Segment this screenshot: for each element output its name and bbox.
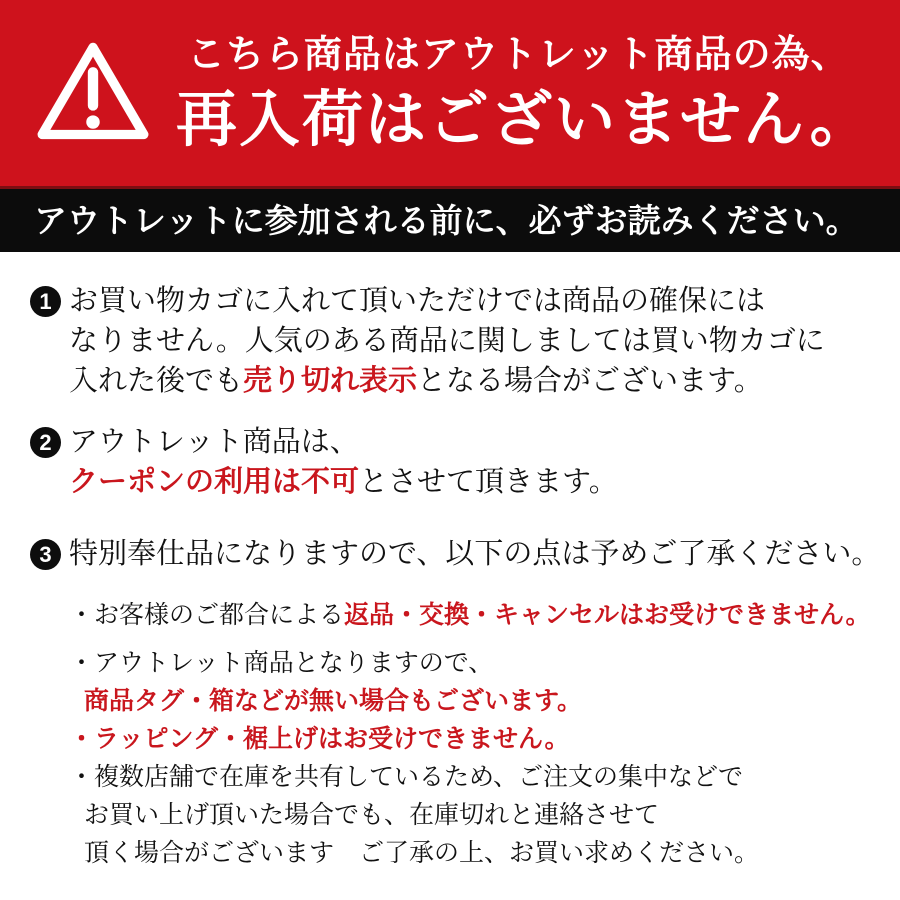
notice-item-2 bbox=[30, 422, 618, 502]
notice-item-1 bbox=[30, 281, 825, 401]
sub-note-4-line-3 bbox=[69, 834, 871, 872]
sub-notes-list bbox=[69, 596, 871, 872]
sub-note-2-line-1-text: ・アウトレット商品となりますので、 bbox=[69, 649, 494, 677]
sub-note-4-line-1 bbox=[69, 758, 871, 796]
item-2-line-1-text: アウトレット商品は、 bbox=[69, 426, 359, 458]
sub-note-1 bbox=[69, 596, 871, 634]
sub-note-2-line-2 bbox=[69, 682, 871, 720]
item-2-line-1 bbox=[69, 422, 618, 462]
item-1-number-badge: 1 bbox=[30, 286, 61, 317]
item-3-text bbox=[69, 534, 880, 574]
top-warning-banner bbox=[0, 0, 900, 186]
item-1-line-3-post: となる場合がございます。 bbox=[417, 365, 763, 397]
sub-note-3 bbox=[69, 720, 871, 758]
item-3-line-1 bbox=[69, 534, 880, 574]
sub-note-4-line-2-text: お買い上げ頂いた場合でも、在庫切れと連絡させて bbox=[84, 801, 660, 829]
banner-headline-line1: こちら商品はアウトレット商品の為、 bbox=[187, 34, 850, 76]
sub-note-4-line-3-text: 頂く場合がございます ご了承の上、お買い求めください。 bbox=[84, 839, 760, 867]
item-2-number-badge: 2 bbox=[30, 427, 61, 458]
item-1-line-1-text: お買い物カゴに入れて頂いただけでは商品の確保には bbox=[69, 285, 766, 317]
item-3-line-1-text: 特別奉仕品になりますので、以下の点は予めご了承ください。 bbox=[69, 538, 881, 570]
item-1-line-3-pre: 入れた後でも bbox=[69, 365, 244, 397]
item-2-text bbox=[69, 422, 618, 502]
sub-note-1-emphasis: 返品・交換・キャンセルはお受けできません。 bbox=[344, 601, 871, 629]
banner-headline-line2: 再入荷はございません。 bbox=[176, 85, 873, 153]
item-3-number-badge: 3 bbox=[30, 539, 61, 570]
item-1-line-2 bbox=[69, 321, 825, 361]
sub-note-2-line-1 bbox=[69, 644, 871, 682]
sub-note-4-line-1-text: ・複数店舗で在庫を共有しているため、ご注文の集中などで bbox=[69, 763, 744, 791]
sub-note-2-line-2-emphasis: 商品タグ・箱などが無い場合もございます。 bbox=[84, 687, 583, 715]
notice-bar-text: アウトレットに参加される前に、必ずお読みください。 bbox=[34, 202, 859, 239]
notice-item-3 bbox=[30, 534, 880, 574]
sub-note-4-line-2 bbox=[69, 796, 871, 834]
item-1-line-3-emphasis: 売り切れ表示 bbox=[243, 365, 418, 397]
sub-note-3-emphasis: ・ラッピング・裾上げはお受けできません。 bbox=[69, 725, 570, 753]
item-1-line-3 bbox=[69, 361, 825, 401]
notice-bar bbox=[0, 186, 900, 252]
item-1-text bbox=[69, 281, 825, 401]
item-2-line-2-emphasis: クーポンの利用は不可 bbox=[69, 466, 360, 498]
item-2-line-2-post: とさせて頂きます。 bbox=[359, 466, 618, 498]
warning-triangle-icon bbox=[36, 40, 150, 149]
item-1-line-2-text: なりません。人気のある商品に関しましては買い物カゴに bbox=[69, 325, 825, 357]
sub-note-1-pre: ・お客様のご都合による bbox=[69, 601, 345, 629]
item-2-line-2 bbox=[69, 462, 618, 502]
item-1-line-1 bbox=[69, 281, 825, 321]
